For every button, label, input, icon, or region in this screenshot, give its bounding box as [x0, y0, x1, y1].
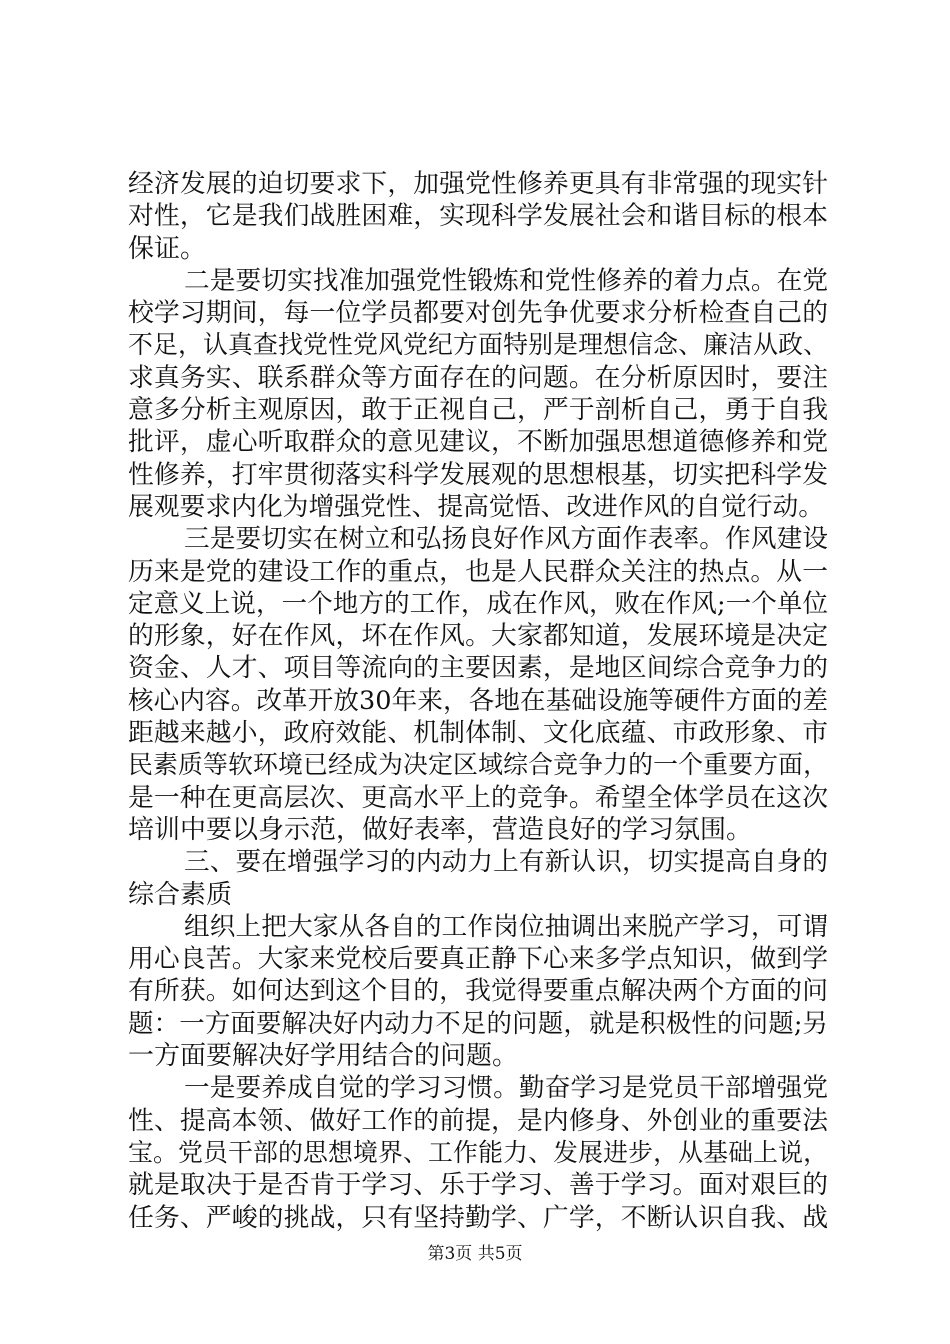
- text-line: 就是取决于是否肯于学习、乐于学习、善于学习。面对艰巨的: [128, 1170, 828, 1201]
- section-heading-line: 综合素质: [128, 879, 233, 910]
- text-line: 用心良苦。大家来党校后要真正静下心来多学点知识，做到学: [128, 944, 828, 975]
- page-number-footer: 第3页 共5页: [427, 1244, 523, 1264]
- text-line: 是一种在更高层次、更高水平上的竞争。希望全体学员在这次: [128, 782, 828, 813]
- text-line: 经济发展的迫切要求下，加强党性修养更具有非常强的现实针: [128, 169, 828, 199]
- text-line: 定意义上说，一个地方的工作，成在作风，败在作风;一个单位: [128, 588, 828, 619]
- text-line: 距越来越小，政府效能、机制体制、文化底蕴、市政形象、市: [128, 718, 828, 749]
- document-body: [128, 168, 828, 1234]
- text-line: 求真务实、联系群众等方面存在的问题。在分析原因时，要注: [128, 362, 828, 393]
- text-line: 校学习期间，每一位学员都要对创先争优要求分析检查自己的: [128, 298, 828, 329]
- text-line: 的形象，好在作风，坏在作风。大家都知道，发展环境是决定: [128, 621, 828, 652]
- text-line: 有所获。如何达到这个目的，我觉得要重点解决两个方面的问: [128, 976, 828, 1007]
- text-line: 性、提高本领、做好工作的前提，是内修身、外创业的重要法: [128, 1105, 828, 1136]
- text-line: 不足，认真查找党性党风党纪方面特别是理想信念、廉洁从政、: [128, 330, 828, 360]
- text-line: 意多分析主观原因，敢于正视自己，严于剖析自己，勇于自我: [128, 395, 828, 426]
- text-line: 资金、人才、项目等流向的主要因素，是地区间综合竞争力的: [128, 653, 828, 684]
- text-line: 展观要求内化为增强党性、提高觉悟、改进作风的自觉行动。: [128, 491, 825, 522]
- text-line: 任务、严峻的挑战，只有坚持勤学、广学，不断认识自我、战: [128, 1202, 828, 1233]
- text-line: 性修养，打牢贯彻落实科学发展观的思想根基，切实把科学发: [128, 459, 828, 490]
- paragraph-start-line: 一是要养成自觉的学习习惯。勤奋学习是党员干部增强党: [184, 1073, 828, 1104]
- section-heading-line: 三、要在增强学习的内动力上有新认识，切实提高自身的: [184, 847, 828, 878]
- text-line: 一方面要解决好学用结合的问题。: [128, 1041, 519, 1072]
- paragraph-start-line: 二是要切实找准加强党性锻炼和党性修养的着力点。在党: [184, 265, 828, 296]
- text-line: 培训中要以身示范，做好表率，营造良好的学习氛围。: [128, 814, 753, 845]
- text-line: 核心内容。改革开放30年来，各地在基础设施等硬件方面的差: [128, 685, 828, 716]
- paragraph-start-line: 三是要切实在树立和弘扬良好作风方面作表率。作风建设: [184, 524, 828, 555]
- text-line: 历来是党的建设工作的重点，也是人民群众关注的热点。从一: [128, 556, 828, 587]
- paragraph-start-line: 组织上把大家从各自的工作岗位抽调出来脱产学习，可谓: [184, 911, 828, 942]
- text-line: 批评，虚心听取群众的意见建议，不断加强思想道德修养和党: [128, 427, 828, 458]
- text-line: 宝。党员干部的思想境界、工作能力、发展进步，从基础上说，: [128, 1137, 828, 1167]
- text-line: 对性，它是我们战胜困难，实现科学发展社会和谐目标的根本: [128, 201, 828, 232]
- text-line: 保证。: [128, 233, 207, 264]
- text-line: 题：一方面要解决好内动力不足的问题，就是积极性的问题;另: [128, 1008, 828, 1039]
- text-line: 民素质等软环境已经成为决定区域综合竞争力的一个重要方面，: [128, 750, 828, 780]
